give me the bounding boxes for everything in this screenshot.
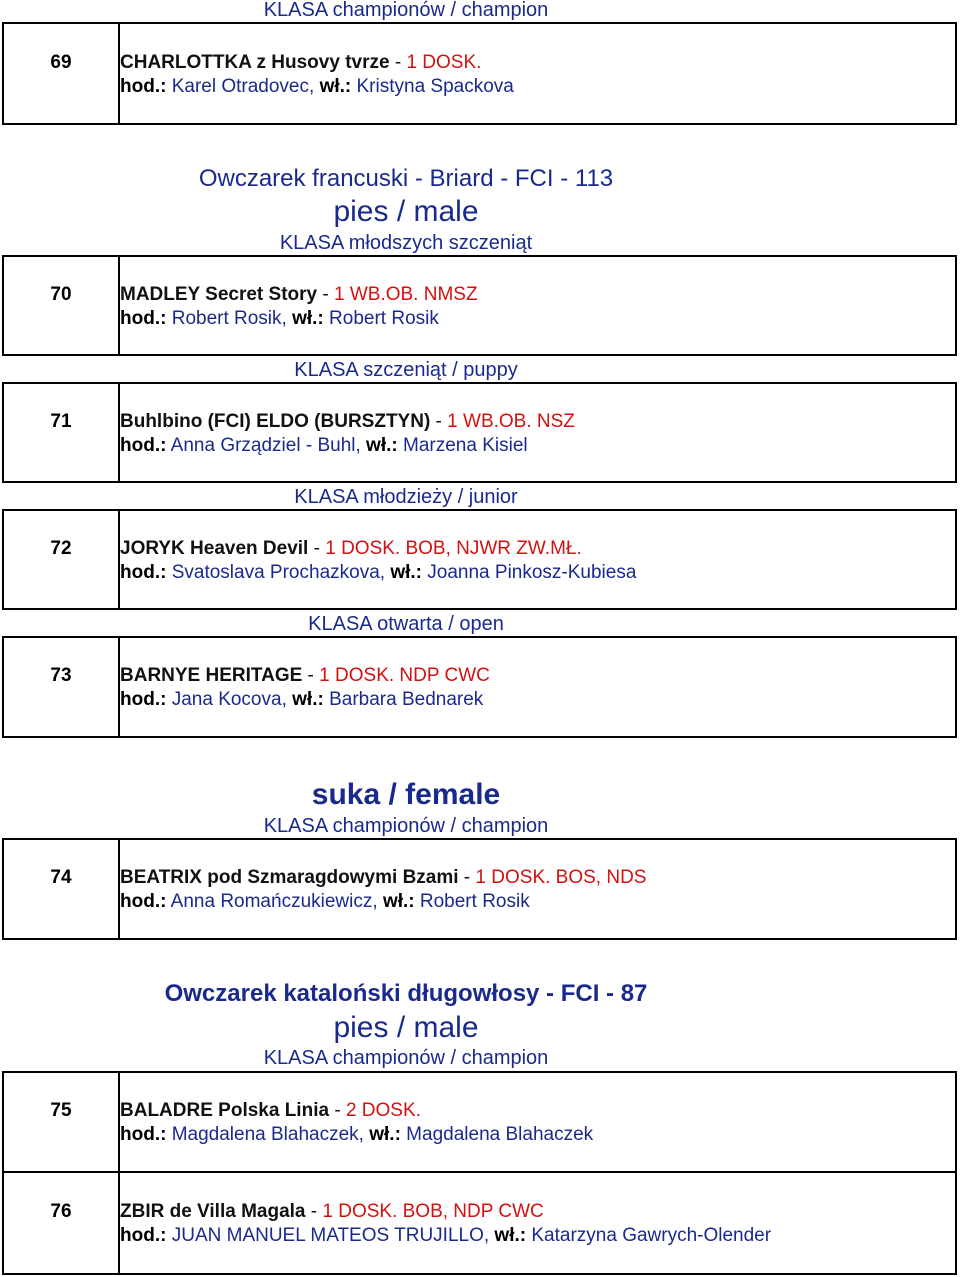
breeder-label: hod.: [120,1124,167,1145]
breeder-label: hod.: [120,308,167,329]
breeder-name: Magdalena Blahaczek, [166,1124,370,1145]
entry-row-73 [2,636,957,738]
class-header-mlodziezy: KLASA młodzieży / junior [294,486,518,508]
result: 1 DOSK. BOS, NDS [475,867,647,888]
result: 1 WB.OB. NMSZ [334,284,478,305]
entry-row-76 [2,1171,957,1275]
entry-people-line [120,307,439,331]
owner-name: Kristyna Spackova [351,76,514,97]
owner-name: Katarzyna Gawrych-Olender [526,1225,772,1246]
owner-label: wł.: [292,689,324,710]
separator: - [305,1201,323,1222]
separator: - [389,52,407,73]
entry-people-line [120,75,514,99]
entry-title-line [120,866,646,890]
breeder-label: hod.: [120,689,167,710]
entry-number: 69 [50,52,72,73]
entry-people-line [120,434,528,458]
result: 1 WB.OB. NSZ [447,411,575,432]
owner-label: wł.: [292,308,324,329]
dog-name: ZBIR de Villa Magala [120,1201,306,1222]
entry-number: 76 [50,1201,72,1222]
owner-name: Barbara Bednarek [323,689,484,710]
separator: - [430,411,448,432]
owner-label: wł.: [390,562,422,583]
breeder-label: hod.: [120,1225,167,1246]
owner-name: Robert Rosik [414,891,530,912]
entry-row-71 [2,382,957,483]
owner-name: Robert Rosik [323,308,439,329]
entry-number: 71 [50,411,72,432]
owner-name: Marzena Kisiel [397,435,528,456]
result: 1 DOSK. BOB, NJWR ZW.MŁ. [325,538,582,559]
breeder-name: JUAN MANUEL MATEOS TRUJILLO, [166,1225,495,1246]
class-header-otwarta: KLASA otwarta / open [308,613,504,635]
owner-label: wł.: [319,76,352,97]
class-header-mlodszych: KLASA młodszych szczeniąt [279,232,533,254]
entry-number: 70 [50,284,72,305]
entry-number: 73 [50,665,72,686]
sex-heading-female: suka / female [311,778,501,811]
breeder-name: Robert Rosik, [166,308,293,329]
entry-title-line [120,537,582,561]
owner-name: Joanna Pinkosz-Kubiesa [422,562,637,583]
breed-heading-catalan: Owczarek kataloński długowłosy - FCI - 87 [164,980,648,1007]
breeder-label: hod.: [120,562,167,583]
breed-heading-briard: Owczarek francuski - Briard - FCI - 113 [198,165,614,192]
entry-title-line [120,1099,421,1123]
breeder-label: hod.: [120,435,167,456]
separator: - [317,284,334,305]
class-header-champion-top: KLASA championów / champion [263,0,549,21]
breeder-name: Anna Grządziel - Buhl, [166,435,367,456]
entry-number: 74 [50,867,72,888]
entry-row-72 [2,509,957,610]
owner-name: Magdalena Blahaczek [400,1124,594,1145]
breeder-label: hod.: [120,891,167,912]
entry-title-line [120,1200,544,1224]
owner-label: wł.: [366,435,398,456]
entry-people-line [120,890,530,914]
owner-label: wł.: [382,891,415,912]
entry-title-line [120,51,481,75]
breeder-name: Svatoslava Prochazkova, [166,562,391,583]
dog-name: CHARLOTTKA z Husovy tvrze [120,52,390,73]
entry-row-75 [2,1071,957,1173]
separator: - [329,1100,346,1121]
class-header-champion-catalan: KLASA championów / champion [263,1047,549,1069]
entry-title-line [120,664,490,688]
separator: - [458,867,476,888]
entry-people-line [120,1123,593,1147]
entry-people-line [120,688,483,712]
sex-heading-male-catalan: pies / male [333,1011,479,1044]
result: 1 DOSK. [406,52,482,73]
entry-people-line [120,1224,771,1248]
breeder-label: hod.: [120,76,167,97]
breeder-name: Jana Kocova, [166,689,293,710]
entry-row-74 [2,838,957,940]
dog-name: BALADRE Polska Linia [120,1100,330,1121]
class-header-szczeniat: KLASA szczeniąt / puppy [294,359,518,381]
entry-row-70 [2,255,957,356]
dog-name: Buhlbino (FCI) ELDO (BURSZTYN) [120,411,431,432]
entry-title-line [120,283,478,307]
result: 1 DOSK. NDP CWC [319,665,490,686]
sex-heading-male: pies / male [333,195,479,228]
entry-row-69 [2,22,957,125]
breeder-name: Anna Romańczukiewicz, [166,891,383,912]
dog-name: BEATRIX pod Szmaragdowymi Bzami [120,867,459,888]
entry-number: 72 [50,538,72,559]
class-header-champion-female: KLASA championów / champion [263,815,549,837]
dog-name: BARNYE HERITAGE [120,665,303,686]
dog-name: JORYK Heaven Devil [120,538,309,559]
entry-people-line [120,561,636,585]
result: 1 DOSK. BOB, NDP CWC [322,1201,544,1222]
owner-label: wł.: [494,1225,527,1246]
separator: - [308,538,326,559]
separator: - [302,665,320,686]
dog-name: MADLEY Secret Story [120,284,318,305]
result: 2 DOSK. [345,1100,421,1121]
owner-label: wł.: [369,1124,401,1145]
entry-number: 75 [50,1100,72,1121]
breeder-name: Karel Otradovec, [166,76,320,97]
entry-title-line [120,410,575,434]
